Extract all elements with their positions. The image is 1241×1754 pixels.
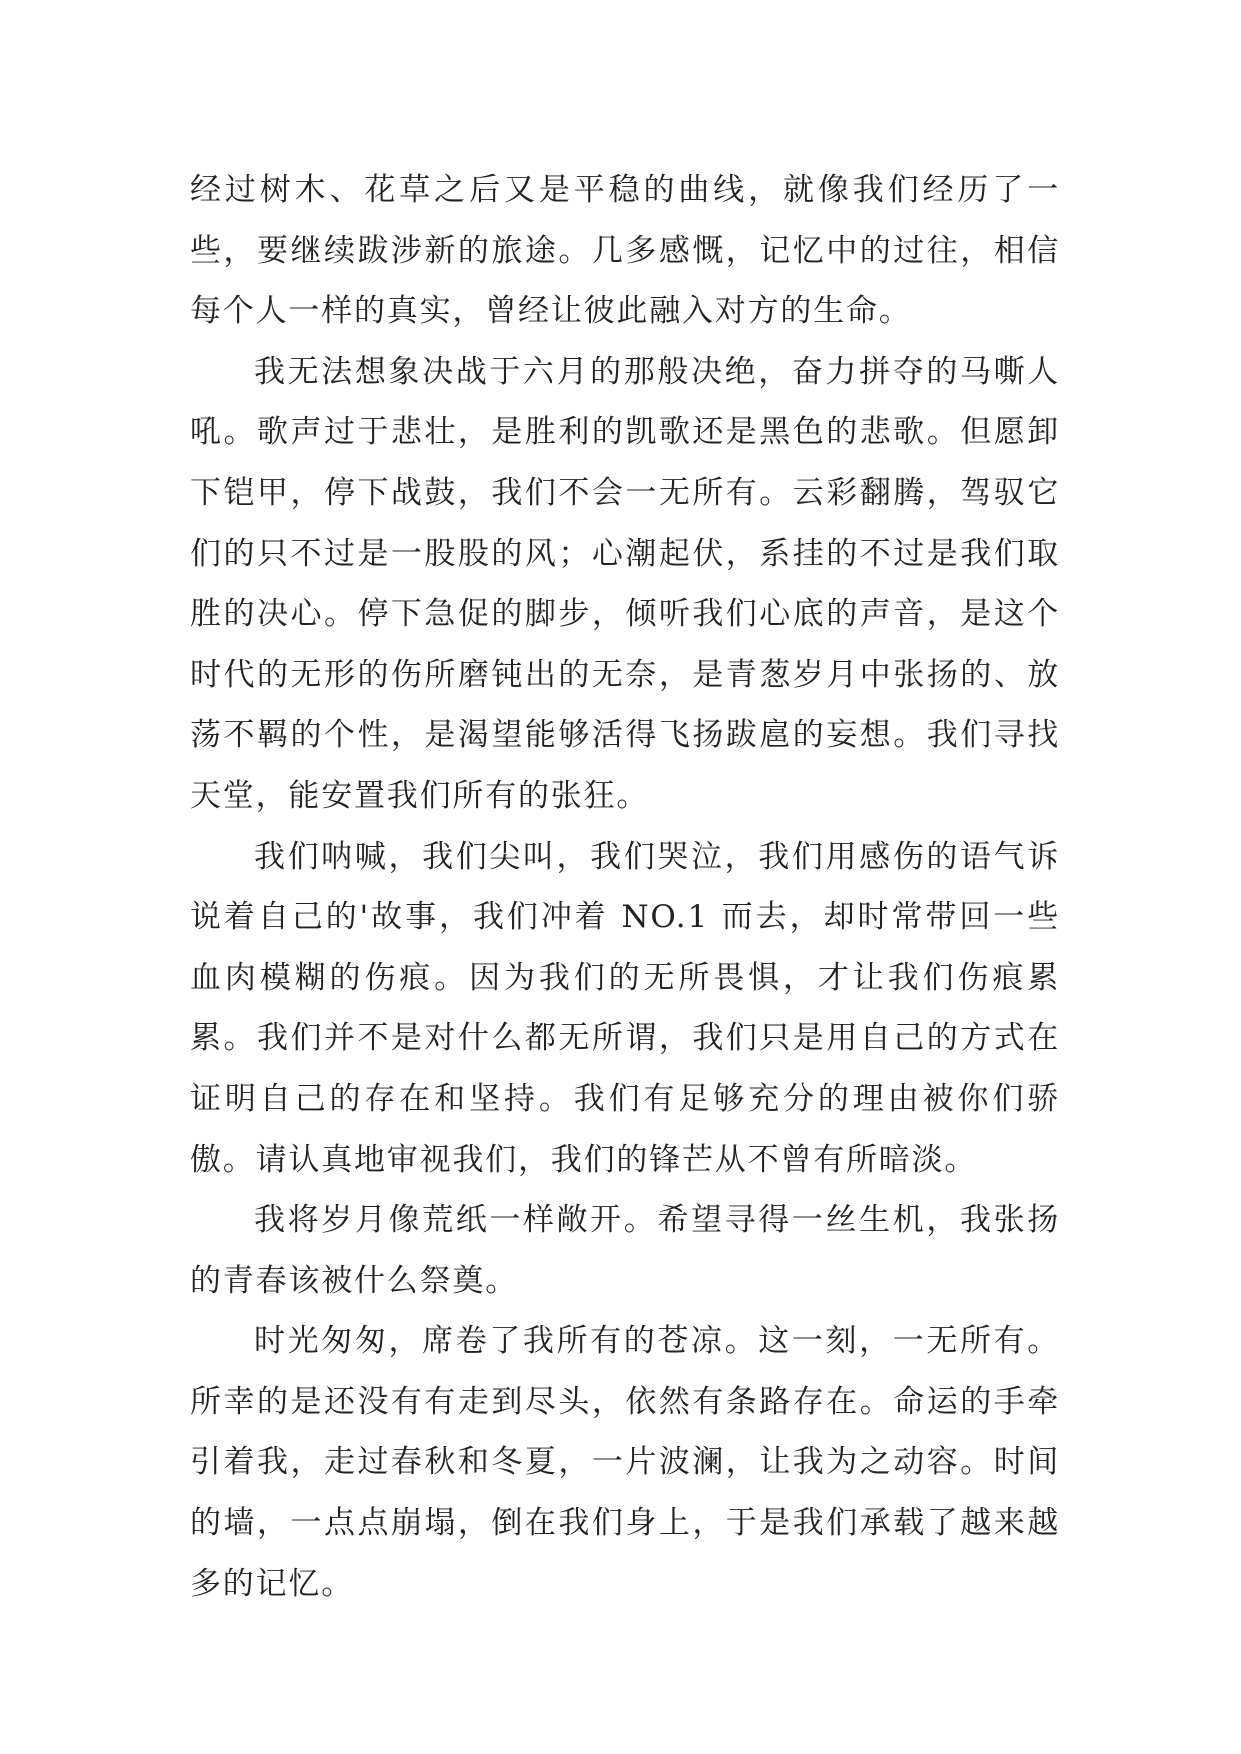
paragraph-5: 时光匆匆，席卷了我所有的苍凉。这一刻，一无所有。所幸的是还没有有走到尽头，依然有条路存在。命运的手牵引着我，走过春秋和冬夏，一片波澜，让我为之动容。时间的墙，一点点崩塌，倒在我们身上，于是我们承载了越来越多的记忆。 <box>190 1323 1060 1602</box>
paragraph-2: 我无法想象决战于六月的那般决绝，奋力拼夺的马嘶人吼。歌声过于悲壮，是胜利的凯歌还是黑色的悲歌。但愿卸下铠甲，停下战鼓，我们不会一无所有。云彩翻腾，驾驭它们的只不过是一股股的风；心潮起伏，系挂的不过是我们取胜的决心。停下急促的脚步，倾听我们心底的声音，是这个时代的无形的伤所磨钝出的无奈，是青葱岁月中张扬的、放荡不羁的个性，是渴望能够活得飞扬跋扈的妄想。我们寻找天堂，能安置我们所有的张狂。 <box>190 353 1060 814</box>
paragraph-3: 我们呐喊，我们尖叫，我们哭泣，我们用感伤的语气诉说着自己的'故事，我们冲着 NO.1 而去，却时常带回一些血肉模糊的伤痕。因为我们的无所畏惧，才让我们伤痕累累。我们并不是对什么都无所谓，我们只是用自己的方式在证明自己的存在和坚持。我们有足够充分的理由被你们骄傲。请认真地审视我们，我们的锋芒从不曾有所暗淡。 <box>190 838 1060 1178</box>
document-page <box>190 160 1060 1614</box>
paragraph-1: 经过树木、花草之后又是平稳的曲线，就像我们经历了一些，要继续跋涉新的旅途。几多感慨，记忆中的过往，相信每个人一样的真实，曾经让彼此融入对方的生命。 <box>190 172 1060 330</box>
paragraph-4: 我将岁月像荒纸一样敞开。希望寻得一丝生机，我张扬的青春该被什么祭奠。 <box>190 1202 1060 1299</box>
